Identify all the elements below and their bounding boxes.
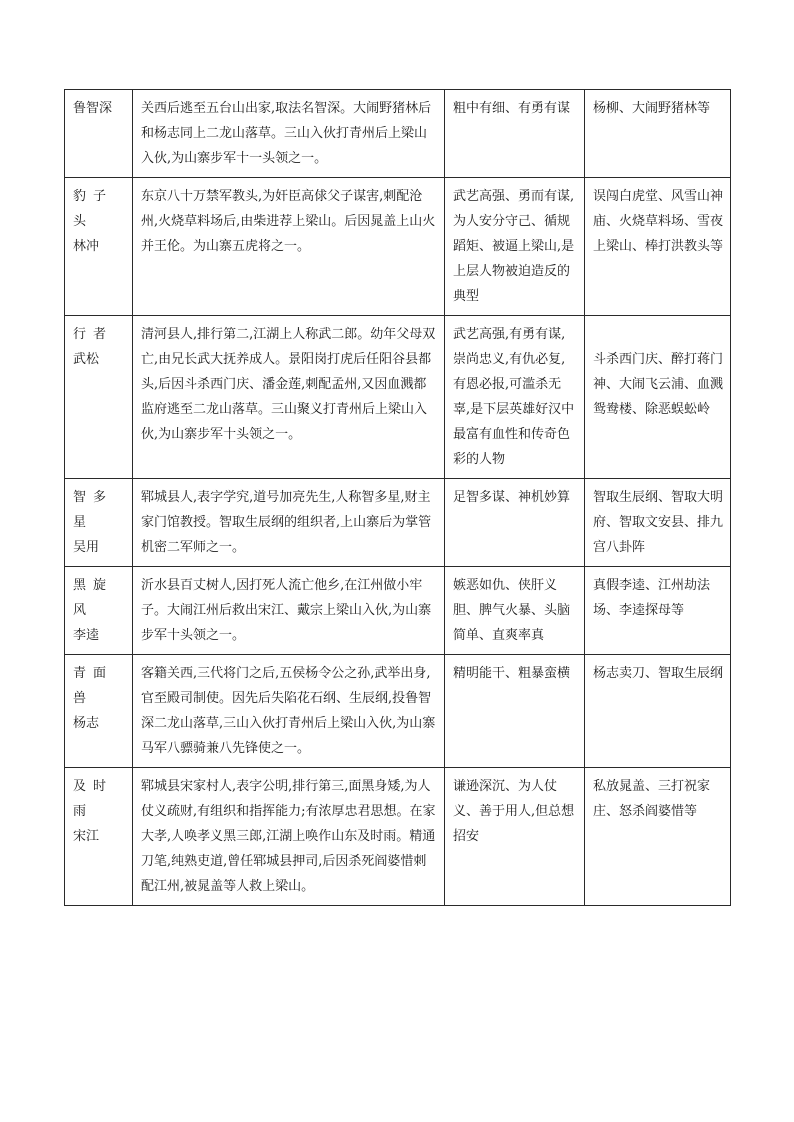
table-row bbox=[65, 479, 731, 567]
character-name-cell bbox=[65, 479, 133, 567]
character-name-cell bbox=[65, 655, 133, 768]
table-row bbox=[65, 90, 731, 178]
character-events: 杨志卖刀、智取生辰纲 bbox=[585, 655, 731, 768]
cell-spacer bbox=[593, 322, 724, 347]
character-traits: 足智多谋、神机妙算 bbox=[445, 479, 585, 567]
character-background: 郓城县人,表字学究,道号加亮先生,人称智多星,财主家门馆教授。智取生辰纲的组织者,上山寨后为掌管机密二军师之一。 bbox=[133, 479, 445, 567]
character-background: 郓城县宋家村人,表字公明,排行第三,面黑身矮,为人仗义疏财,有组织和指挥能力;有浓厚忠君思想。在家大孝,人唤孝义黑三郎,江湖上唤作山东及时雨。精通刀笔,纯熟吏道,曾任郓城县押司,后因杀死阎婆惜刺配江州,被晁盖等人救上梁山。 bbox=[133, 768, 445, 906]
character-traits: 精明能干、粗暴蛮横 bbox=[445, 655, 585, 768]
character-nickname: 青面兽 bbox=[73, 666, 114, 706]
character-nickname: 智多星 bbox=[73, 490, 114, 530]
character-name: 吴用 bbox=[73, 540, 100, 555]
table-row bbox=[65, 316, 731, 479]
character-name: 杨志 bbox=[73, 716, 100, 731]
table-row bbox=[65, 768, 731, 906]
character-events: 斗杀西门庆、醉打蒋门神、大闹飞云浦、血溅鸳鸯楼、除恶蜈蚣岭 bbox=[593, 352, 724, 417]
character-traits: 武艺高强,有勇有谋,崇尚忠义,有仇必复,有恩必报,可滥杀无辜,是下层英雄好汉中最富有血性和传奇色彩的人物 bbox=[445, 316, 585, 479]
character-background: 关西后逃至五台山出家,取法名智深。大闹野猪林后和杨志同上二龙山落草。三山入伙打青州后上梁山入伙,为山寨步军十一头领之一。 bbox=[133, 90, 445, 178]
character-name: 宋江 bbox=[73, 829, 100, 844]
character-name-cell bbox=[65, 90, 133, 178]
character-events: 杨柳、大闹野猪林等 bbox=[585, 90, 731, 178]
character-events: 私放晁盖、三打祝家庄、怒杀阎婆惜等 bbox=[585, 768, 731, 906]
character-name-cell bbox=[65, 768, 133, 906]
character-nickname: 行者 bbox=[73, 327, 114, 342]
character-name-cell bbox=[65, 316, 133, 479]
table-row bbox=[65, 567, 731, 655]
character-traits: 嫉恶如仇、侠肝义胆、脾气火暴、头脑简单、直爽率真 bbox=[445, 567, 585, 655]
character-events: 智取生辰纲、智取大明府、智取文安县、排九宫八卦阵 bbox=[585, 479, 731, 567]
character-traits: 武艺高强、勇而有谋,为人安分守己、循规蹈矩、被逼上梁山,是上层人物被迫造反的典型 bbox=[445, 178, 585, 316]
character-traits: 谦逊深沉、为人仗义、善于用人,但总想招安 bbox=[445, 768, 585, 906]
character-traits: 粗中有细、有勇有谋 bbox=[445, 90, 585, 178]
character-events: 真假李逵、江州劫法场、李逵探母等 bbox=[585, 567, 731, 655]
table-row bbox=[65, 655, 731, 768]
character-name-cell bbox=[65, 567, 133, 655]
character-nickname: 及时雨 bbox=[73, 779, 114, 819]
character-events-cell bbox=[585, 316, 731, 479]
character-name: 鲁智深 bbox=[73, 101, 113, 116]
character-nickname: 黑旋风 bbox=[73, 578, 114, 618]
character-name: 武松 bbox=[73, 352, 100, 367]
character-name-cell bbox=[65, 178, 133, 316]
character-events: 误闯白虎堂、风雪山神庙、火烧草料场、雪夜上梁山、棒打洪教头等 bbox=[585, 178, 731, 316]
character-background: 东京八十万禁军教头,为奸臣高俅父子谋害,刺配沧州,火烧草料场后,由柴进荐上梁山。后因晁盖上山火并王伦。为山寨五虎将之一。 bbox=[133, 178, 445, 316]
character-background: 清河县人,排行第二,江湖上人称武二郎。幼年父母双亡,由兄长武大抚养成人。景阳岗打虎后任阳谷县都头,后因斗杀西门庆、潘金莲,刺配孟州,又因血溅都监府逃至二龙山落草。三山聚义打青州后上梁山入伙,为山寨步军十头领之一。 bbox=[133, 316, 445, 479]
character-table bbox=[64, 89, 731, 906]
character-name: 李逵 bbox=[73, 628, 100, 643]
character-nickname: 豹子头 bbox=[73, 189, 114, 229]
table-row bbox=[65, 178, 731, 316]
character-background: 沂水县百丈树人,因打死人流亡他乡,在江州做小牢子。大闹江州后救出宋江、戴宗上梁山入伙,为山寨步军十头领之一。 bbox=[133, 567, 445, 655]
character-background: 客籍关西,三代将门之后,五侯杨令公之孙,武举出身,官至殿司制使。因先后失陷花石纲、生辰纲,投鲁智深二龙山落草,三山入伙打青州后上梁山入伙,为山寨马军八骠骑兼八先锋使之一。 bbox=[133, 655, 445, 768]
character-name: 林冲 bbox=[73, 239, 100, 254]
